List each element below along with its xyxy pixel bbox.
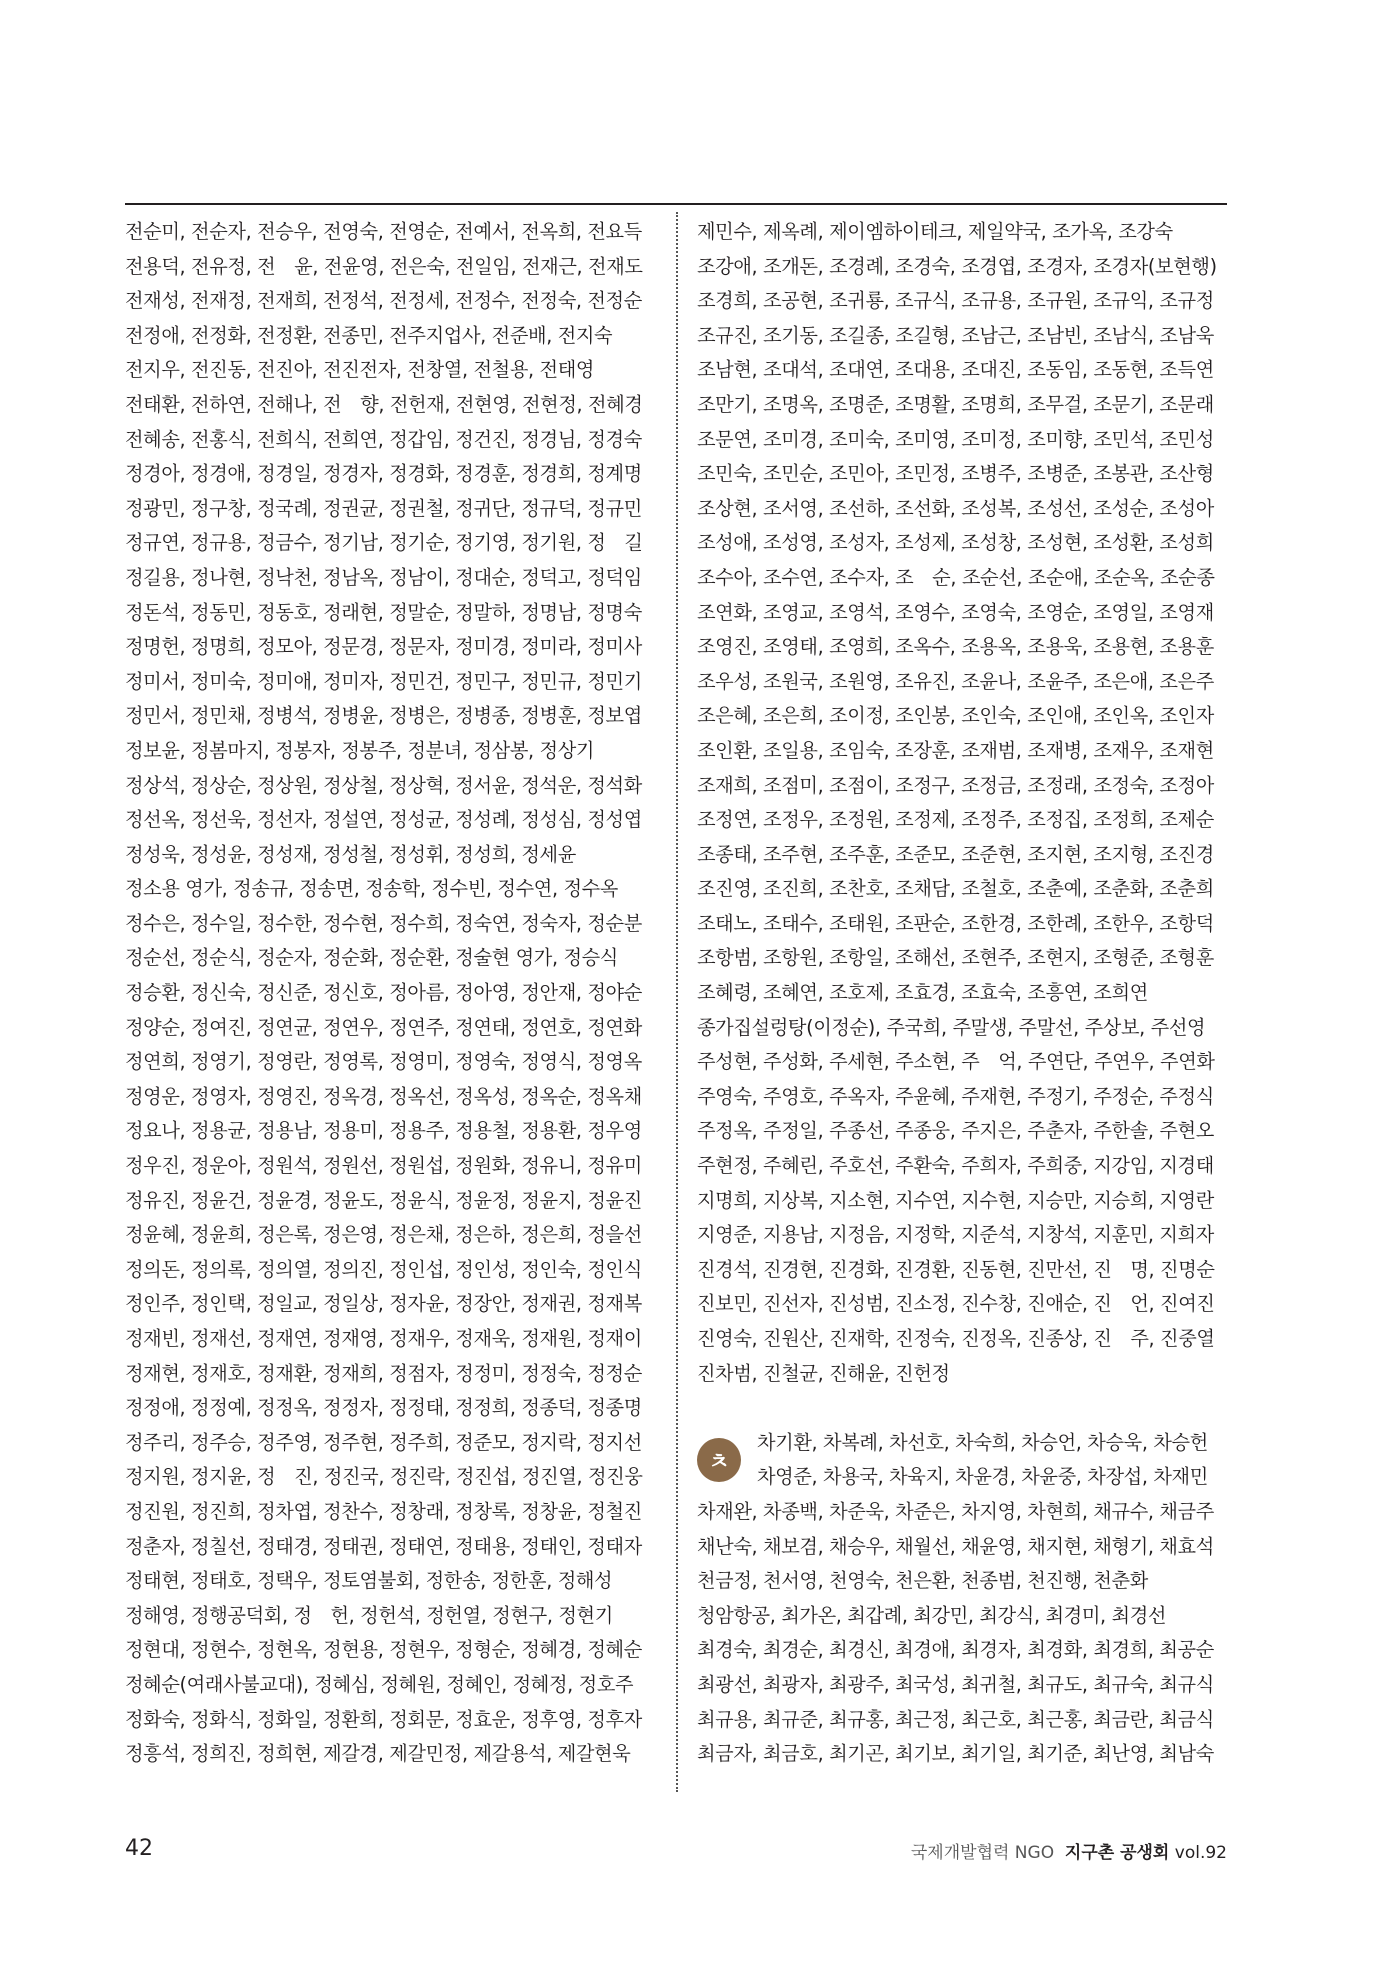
- donor-name-line: 조종태, 조주현, 조주훈, 조준모, 조준현, 조지현, 조지형, 조진경: [697, 842, 1214, 866]
- donor-name-line: 정인주, 정인택, 정일교, 정일상, 정자윤, 정장안, 정재권, 정재복: [125, 1292, 642, 1316]
- donor-name-line: 조재희, 조점미, 조점이, 조정구, 조정금, 조정래, 조정숙, 조정아: [697, 773, 1214, 797]
- donor-name-line: 조성애, 조성영, 조성자, 조성제, 조성창, 조성현, 조성환, 조성희: [697, 531, 1214, 555]
- top-rule: [125, 203, 1227, 205]
- donor-name-line: 정의돈, 정의록, 정의열, 정의진, 정인섭, 정인성, 정인숙, 정인식: [125, 1257, 642, 1281]
- section-badge-cha: ㅊ: [697, 1438, 741, 1482]
- donor-name-line: 정성욱, 정성윤, 정성재, 정성철, 정성휘, 정성희, 정세윤: [125, 842, 576, 866]
- donor-name-line: 정보윤, 정봄마지, 정봉자, 정봉주, 정분녀, 정삼봉, 정상기: [125, 738, 595, 762]
- donor-name-line: 정상석, 정상순, 정상원, 정상철, 정상혁, 정서윤, 정석운, 정석화: [125, 773, 642, 797]
- donor-name-line: 전혜송, 전홍식, 전희식, 전희연, 정갑임, 정건진, 정경님, 정경숙: [125, 427, 642, 451]
- donor-name-line: 전용덕, 전유정, 전 윤, 전윤영, 전은숙, 전일임, 전재근, 전재도: [125, 254, 643, 278]
- donor-name-line: 정지원, 정지윤, 정 진, 정진국, 정진락, 정진섭, 정진열, 정진웅: [125, 1465, 643, 1489]
- donor-name-line: 최금자, 최금호, 최기곤, 최기보, 최기일, 최기준, 최난영, 최남숙: [697, 1742, 1214, 1766]
- donor-name-line: 주성현, 주성화, 주세현, 주소현, 주 억, 주연단, 주연우, 주연화: [697, 1050, 1215, 1074]
- donor-name-line: 정선옥, 정선욱, 정선자, 정설연, 정성균, 정성례, 정성심, 정성엽: [125, 808, 642, 832]
- donor-name-line: 정요나, 정용균, 정용남, 정용미, 정용주, 정용철, 정용환, 정우영: [125, 1119, 642, 1143]
- donor-name-line: 정승환, 정신숙, 정신준, 정신호, 정아름, 정아영, 정안재, 정야순: [125, 981, 642, 1005]
- donor-name-line: 청암항공, 최가온, 최갑례, 최강민, 최강식, 최경미, 최경선: [697, 1603, 1167, 1627]
- donor-name-line: 조규진, 조기동, 조길종, 조길형, 조남근, 조남빈, 조남식, 조남욱: [697, 323, 1214, 347]
- donor-name-line: 차기환, 차복례, 차선호, 차숙희, 차승언, 차승욱, 차승헌: [757, 1430, 1208, 1454]
- donor-name-line: 정정애, 정정예, 정정옥, 정정자, 정정태, 정정희, 정종덕, 정종명: [125, 1396, 642, 1420]
- donor-name-line: 정재빈, 정재선, 정재연, 정재영, 정재우, 정재욱, 정재원, 정재이: [125, 1327, 642, 1350]
- donor-name-line: 최광선, 최광자, 최광주, 최국성, 최귀철, 최규도, 최규숙, 최규식: [697, 1672, 1214, 1696]
- donor-name-line: 정명헌, 정명희, 정모아, 정문경, 정문자, 정미경, 정미라, 정미사: [125, 635, 642, 659]
- donor-name-line: 정돈석, 정동민, 정동호, 정래현, 정말순, 정말하, 정명남, 정명숙: [125, 600, 642, 624]
- donor-name-line: 정경아, 정경애, 정경일, 정경자, 정경화, 정경훈, 정경희, 정계명: [125, 462, 642, 486]
- donor-name-line: 정영운, 정영자, 정영진, 정옥경, 정옥선, 정옥성, 정옥순, 정옥채: [125, 1084, 642, 1108]
- left-column: [125, 215, 655, 1772]
- donor-name-line: 정재현, 정재호, 정재환, 정재희, 정점자, 정정미, 정정숙, 정정순: [125, 1361, 642, 1385]
- donor-name-line: 정미서, 정미숙, 정미애, 정미자, 정민건, 정민구, 정민규, 정민기: [125, 669, 642, 693]
- column-divider: [676, 212, 678, 1792]
- donor-name-line: 최규용, 최규준, 최규홍, 최근정, 최근호, 최근홍, 최금란, 최금식: [697, 1707, 1214, 1731]
- donor-name-line: 전태환, 전하연, 전해나, 전 향, 전헌재, 전현영, 전현정, 전혜경: [125, 392, 643, 416]
- donor-name-line: 전지우, 전진동, 전진아, 전진전자, 전창열, 전철용, 전태영: [125, 358, 595, 382]
- donor-name-line: 정소용 영가, 정송규, 정송면, 정송학, 정수빈, 정수연, 정수옥: [125, 877, 618, 901]
- donor-name-line: 정양순, 정여진, 정연균, 정연우, 정연주, 정연태, 정연호, 정연화: [125, 1015, 642, 1039]
- donor-name-line: 조연화, 조영교, 조영석, 조영수, 조영숙, 조영순, 조영일, 조영재: [697, 600, 1214, 624]
- donor-name-line: 진보민, 진선자, 진성범, 진소정, 진수창, 진애순, 진 언, 진여진: [697, 1292, 1215, 1316]
- donor-name-line: 진경석, 진경현, 진경화, 진경환, 진동현, 진만선, 진 명, 진명순: [697, 1257, 1215, 1281]
- donor-name-line: 조혜령, 조혜연, 조호제, 조효경, 조효숙, 조흥연, 조희연: [697, 981, 1148, 1005]
- donor-name-line: 전재성, 전재정, 전재희, 전정석, 전정세, 전정수, 전정숙, 전정순: [125, 289, 642, 313]
- right-column: [697, 215, 1227, 1772]
- donor-name-line: 차재완, 차종백, 차준욱, 차준은, 차지영, 차현희, 채규수, 채금주: [697, 1499, 1214, 1523]
- donor-name-line: 조경희, 조공현, 조귀룡, 조규식, 조규용, 조규원, 조규익, 조규정: [697, 289, 1214, 313]
- donor-name-line: 조정연, 조정우, 조정원, 조정제, 조정주, 조정집, 조정희, 조제순: [697, 808, 1214, 832]
- donor-name-line: 전순미, 전순자, 전승우, 전영숙, 전영순, 전예서, 전옥희, 전요득: [125, 220, 642, 243]
- publication-info: [911, 1838, 1227, 1863]
- donor-name-line: 조우성, 조원국, 조원영, 조유진, 조윤나, 조윤주, 조은애, 조은주: [697, 669, 1214, 693]
- donor-name-line: 천금정, 천서영, 천영숙, 천은환, 천종범, 천진행, 천춘화: [697, 1569, 1148, 1593]
- donor-name-line: 정윤혜, 정윤희, 정은록, 정은영, 정은채, 정은하, 정은희, 정을선: [125, 1223, 642, 1247]
- donor-name-line: 조상현, 조서영, 조선하, 조선화, 조성복, 조성선, 조성순, 조성아: [697, 496, 1214, 520]
- donor-name-line: 진영숙, 진원산, 진재학, 진정숙, 진정옥, 진종상, 진 주, 진중열: [697, 1327, 1215, 1350]
- donor-name-line: 제민수, 제옥례, 제이엠하이테크, 제일약국, 조가옥, 조강숙: [697, 220, 1173, 243]
- donor-name-line: 정수은, 정수일, 정수한, 정수현, 정수희, 정숙연, 정숙자, 정순분: [125, 911, 642, 935]
- donor-name-line: 정혜순(여래사불교대), 정혜심, 정혜원, 정혜인, 정혜정, 정호주: [125, 1672, 634, 1696]
- donor-name-line: 조수아, 조수연, 조수자, 조 순, 조순선, 조순애, 조순옥, 조순종: [697, 565, 1215, 589]
- donor-name-line: 조항범, 조항원, 조항일, 조해선, 조현주, 조현지, 조형준, 조형훈: [697, 946, 1214, 970]
- donor-name-line: 정연희, 정영기, 정영란, 정영록, 정영미, 정영숙, 정영식, 정영옥: [125, 1050, 642, 1074]
- donor-name-line: 정태현, 정태호, 정택우, 정토염불회, 정한송, 정한훈, 정해성: [125, 1569, 613, 1593]
- donor-name-line: 정해영, 정행공덕회, 정 헌, 정헌석, 정헌열, 정현구, 정현기: [125, 1603, 613, 1627]
- donor-name-line: 정순선, 정순식, 정순자, 정순화, 정순환, 정술현 영가, 정승식: [125, 946, 618, 970]
- donor-name-line: 조태노, 조태수, 조태원, 조판순, 조한경, 조한례, 조한우, 조항덕: [697, 911, 1214, 935]
- donor-name-line: 조진영, 조진희, 조찬호, 조채담, 조철호, 조춘예, 조춘화, 조춘희: [697, 877, 1214, 901]
- donor-name-line: 정진원, 정진희, 정차엽, 정찬수, 정창래, 정창록, 정창윤, 정철진: [125, 1499, 642, 1523]
- donor-name-line: 주영숙, 주영호, 주옥자, 주윤혜, 주재현, 주정기, 주정순, 주정식: [697, 1084, 1214, 1108]
- volume-label: vol.92: [1174, 1843, 1227, 1863]
- donor-name-line: 정흥석, 정희진, 정희현, 제갈경, 제갈민정, 제갈용석, 제갈현욱: [125, 1742, 631, 1766]
- donor-name-line: 전정애, 전정화, 전정환, 전종민, 전주지업사, 전준배, 전지숙: [125, 323, 613, 347]
- donor-name-line: 지영준, 지용남, 지정음, 지정학, 지준석, 지창석, 지훈민, 지희자: [697, 1223, 1214, 1247]
- donor-name-line: 종가집설렁탕(이정순), 주국희, 주말생, 주말선, 주상보, 주선영: [697, 1015, 1206, 1039]
- donor-name-line: 채난숙, 채보겸, 채승우, 채월선, 채윤영, 채지현, 채형기, 채효석: [697, 1534, 1214, 1558]
- publisher-label: 국제개발협력 NGO: [910, 1843, 1055, 1863]
- donor-name-line: 조만기, 조명옥, 조명준, 조명활, 조명희, 조무걸, 조문기, 조문래: [697, 392, 1214, 416]
- donor-name-line: 조영진, 조영태, 조영희, 조옥수, 조용옥, 조용욱, 조용현, 조용훈: [697, 635, 1214, 659]
- donor-name-line: 주현정, 주혜린, 주호선, 주환숙, 주희자, 주희중, 지강임, 지경태: [697, 1154, 1214, 1178]
- donor-name-line: 차영준, 차용국, 차육지, 차윤경, 차윤중, 차장섭, 차재민: [757, 1465, 1208, 1489]
- donor-name-line: 정춘자, 정칠선, 정태경, 정태권, 정태연, 정태용, 정태인, 정태자: [125, 1534, 642, 1558]
- donor-name-line: 정규연, 정규용, 정금수, 정기남, 정기순, 정기영, 정기원, 정 길: [125, 531, 643, 555]
- donor-name-line: 최경숙, 최경순, 최경신, 최경애, 최경자, 최경화, 최경희, 최공순: [697, 1638, 1214, 1662]
- page-number: 42: [125, 1836, 153, 1861]
- donor-name-line: 정민서, 정민채, 정병석, 정병윤, 정병은, 정병종, 정병훈, 정보엽: [125, 704, 642, 728]
- donor-name-line: 정현대, 정현수, 정현옥, 정현용, 정현우, 정형순, 정혜경, 정혜순: [125, 1638, 642, 1662]
- donor-name-line: 정우진, 정운아, 정원석, 정원선, 정원섭, 정원화, 정유니, 정유미: [125, 1154, 642, 1178]
- donor-name-line: 정주리, 정주승, 정주영, 정주현, 정주희, 정준모, 정지락, 정지선: [125, 1430, 642, 1454]
- donor-name-line: 진차범, 진철균, 진해윤, 진헌정: [697, 1361, 950, 1385]
- donor-name-line: 정광민, 정구창, 정국례, 정권균, 정권철, 정귀단, 정규덕, 정규민: [125, 496, 642, 520]
- section-gap: [697, 1391, 1227, 1426]
- donor-name-line: 조인환, 조일용, 조임숙, 조장훈, 조재범, 조재병, 조재우, 조재현: [697, 738, 1214, 762]
- donor-name-line: 조민숙, 조민순, 조민아, 조민정, 조병주, 조병준, 조봉관, 조산형: [697, 462, 1214, 486]
- donor-name-line: 조문연, 조미경, 조미숙, 조미영, 조미정, 조미향, 조민석, 조민성: [697, 427, 1214, 451]
- donor-name-line: 정길용, 정나현, 정낙천, 정남옥, 정남이, 정대순, 정덕고, 정덕임: [125, 565, 642, 589]
- donor-name-line: 조강애, 조개돈, 조경례, 조경숙, 조경엽, 조경자, 조경자(보현행): [697, 254, 1217, 278]
- donor-name-line: 조은혜, 조은희, 조이정, 조인봉, 조인숙, 조인애, 조인옥, 조인자: [697, 704, 1214, 728]
- donor-name-line: 주정옥, 주정일, 주종선, 주종웅, 주지은, 주춘자, 주한솔, 주현오: [697, 1119, 1214, 1143]
- donor-name-line: 조남현, 조대석, 조대연, 조대용, 조대진, 조동임, 조동현, 조득연: [697, 358, 1214, 382]
- donor-name-line: 지명희, 지상복, 지소현, 지수연, 지수현, 지승만, 지승희, 지영란: [697, 1188, 1214, 1212]
- donor-name-line: 정화숙, 정화식, 정화일, 정환희, 정회문, 정효운, 정후영, 정후자: [125, 1707, 642, 1731]
- magazine-title: 지구촌 공생회: [1064, 1843, 1170, 1863]
- donor-name-line: 정유진, 정윤건, 정윤경, 정윤도, 정윤식, 정윤정, 정윤지, 정윤진: [125, 1188, 642, 1212]
